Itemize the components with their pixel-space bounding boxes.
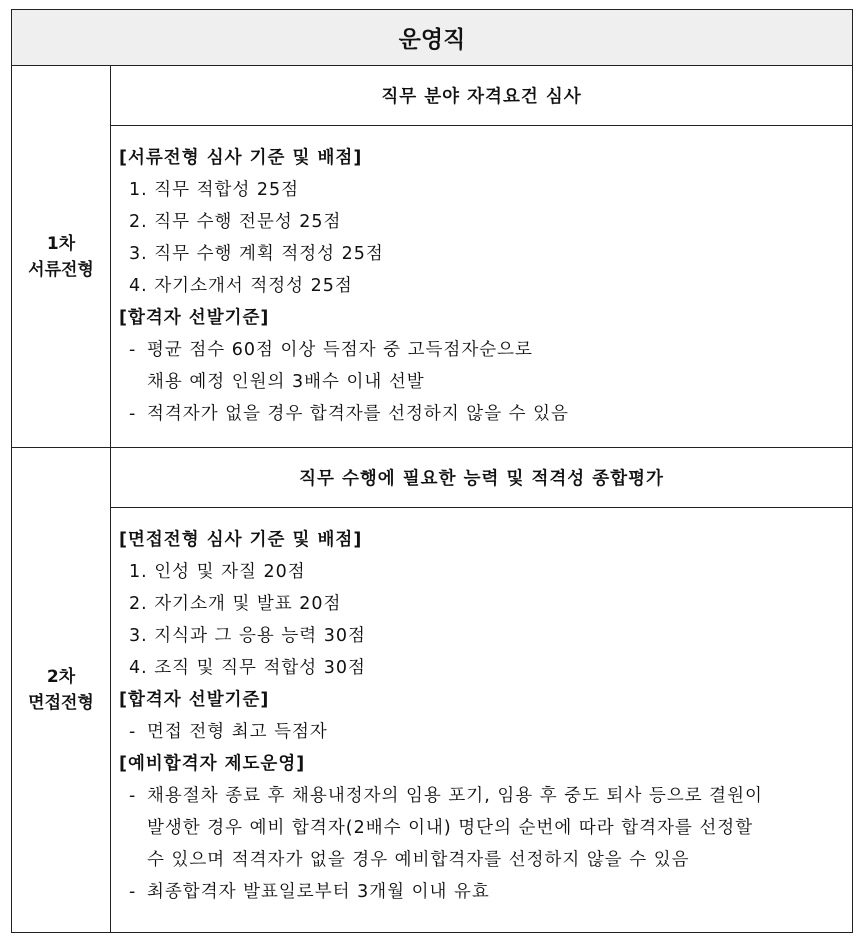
criteria-item: 3. 직무 수행 계획 적정성 25점 — [129, 244, 384, 264]
stage-1-heading: 직무 분야 자격요건 심사 — [111, 66, 853, 126]
bullet-line: 평균 점수 60점 이상 득점자 중 고득점자순으로 — [147, 340, 533, 360]
stage-1-label — [12, 66, 111, 448]
selection-bullet — [119, 334, 852, 398]
stage-2-heading: 직무 수행에 필요한 능력 및 적격성 종합평가 — [111, 448, 853, 508]
bullet-line: 적격자가 없을 경우 합격자를 선정하지 않을 수 있음 — [147, 404, 569, 424]
table-title: 운영직 — [12, 10, 853, 66]
selection-bullet — [119, 716, 852, 748]
bullet-line: 발생한 경우 예비 합격자(2배수 이내) 명단의 순번에 따라 합격자를 선정할 — [147, 818, 754, 838]
stage-1-name: 서류전형 — [28, 259, 94, 280]
bullet-dash: - — [129, 404, 137, 424]
criteria-item: 1. 인성 및 자질 20점 — [129, 562, 306, 582]
stage-1-selection-title: [합격자 선발기준] — [119, 308, 270, 328]
stage-2-reserve-title: [예비합격자 제도운영] — [119, 754, 306, 774]
stage-2-label — [12, 448, 111, 933]
stage-2-selection-title: [합격자 선발기준] — [119, 690, 270, 710]
bullet-line: 채용절차 종료 후 채용내정자의 임용 포기, 임용 후 중도 퇴사 등으로 결원이 — [147, 786, 763, 806]
reserve-bullet — [119, 876, 852, 908]
stage-2-criteria-title: [면접전형 심사 기준 및 배점] — [119, 530, 363, 550]
reserve-bullet — [119, 780, 852, 876]
criteria-item: 2. 직무 수행 전문성 25점 — [129, 212, 342, 232]
recruitment-criteria-table — [11, 9, 853, 933]
stage-2-number: 2차 — [46, 667, 76, 687]
selection-bullet — [119, 398, 852, 430]
bullet-line: 수 있으며 적격자가 없을 경우 예비합격자를 선정하지 않을 수 있음 — [147, 850, 690, 870]
stage-1-content — [111, 126, 853, 448]
stage-1-criteria-title: [서류전형 심사 기준 및 배점] — [119, 148, 363, 168]
criteria-item: 1. 직무 적합성 25점 — [129, 180, 300, 200]
bullet-dash: - — [129, 882, 137, 902]
bullet-line: 면접 전형 최고 득점자 — [147, 722, 328, 742]
stage-2-content — [111, 508, 853, 933]
stage-1-number: 1차 — [46, 233, 76, 254]
bullet-line: 최종합격자 발표일로부터 3개월 이내 유효 — [147, 882, 490, 902]
bullet-dash: - — [129, 786, 137, 806]
criteria-item: 4. 자기소개서 적정성 25점 — [129, 276, 353, 296]
bullet-line: 채용 예정 인원의 3배수 이내 선발 — [147, 372, 425, 392]
criteria-item: 3. 지식과 그 응용 능력 30점 — [129, 626, 366, 646]
bullet-dash: - — [129, 340, 137, 360]
criteria-item: 4. 조직 및 직무 적합성 30점 — [129, 658, 366, 678]
bullet-dash: - — [129, 722, 137, 742]
criteria-item: 2. 자기소개 및 발표 20점 — [129, 594, 342, 614]
stage-2-name: 면접전형 — [28, 693, 94, 713]
